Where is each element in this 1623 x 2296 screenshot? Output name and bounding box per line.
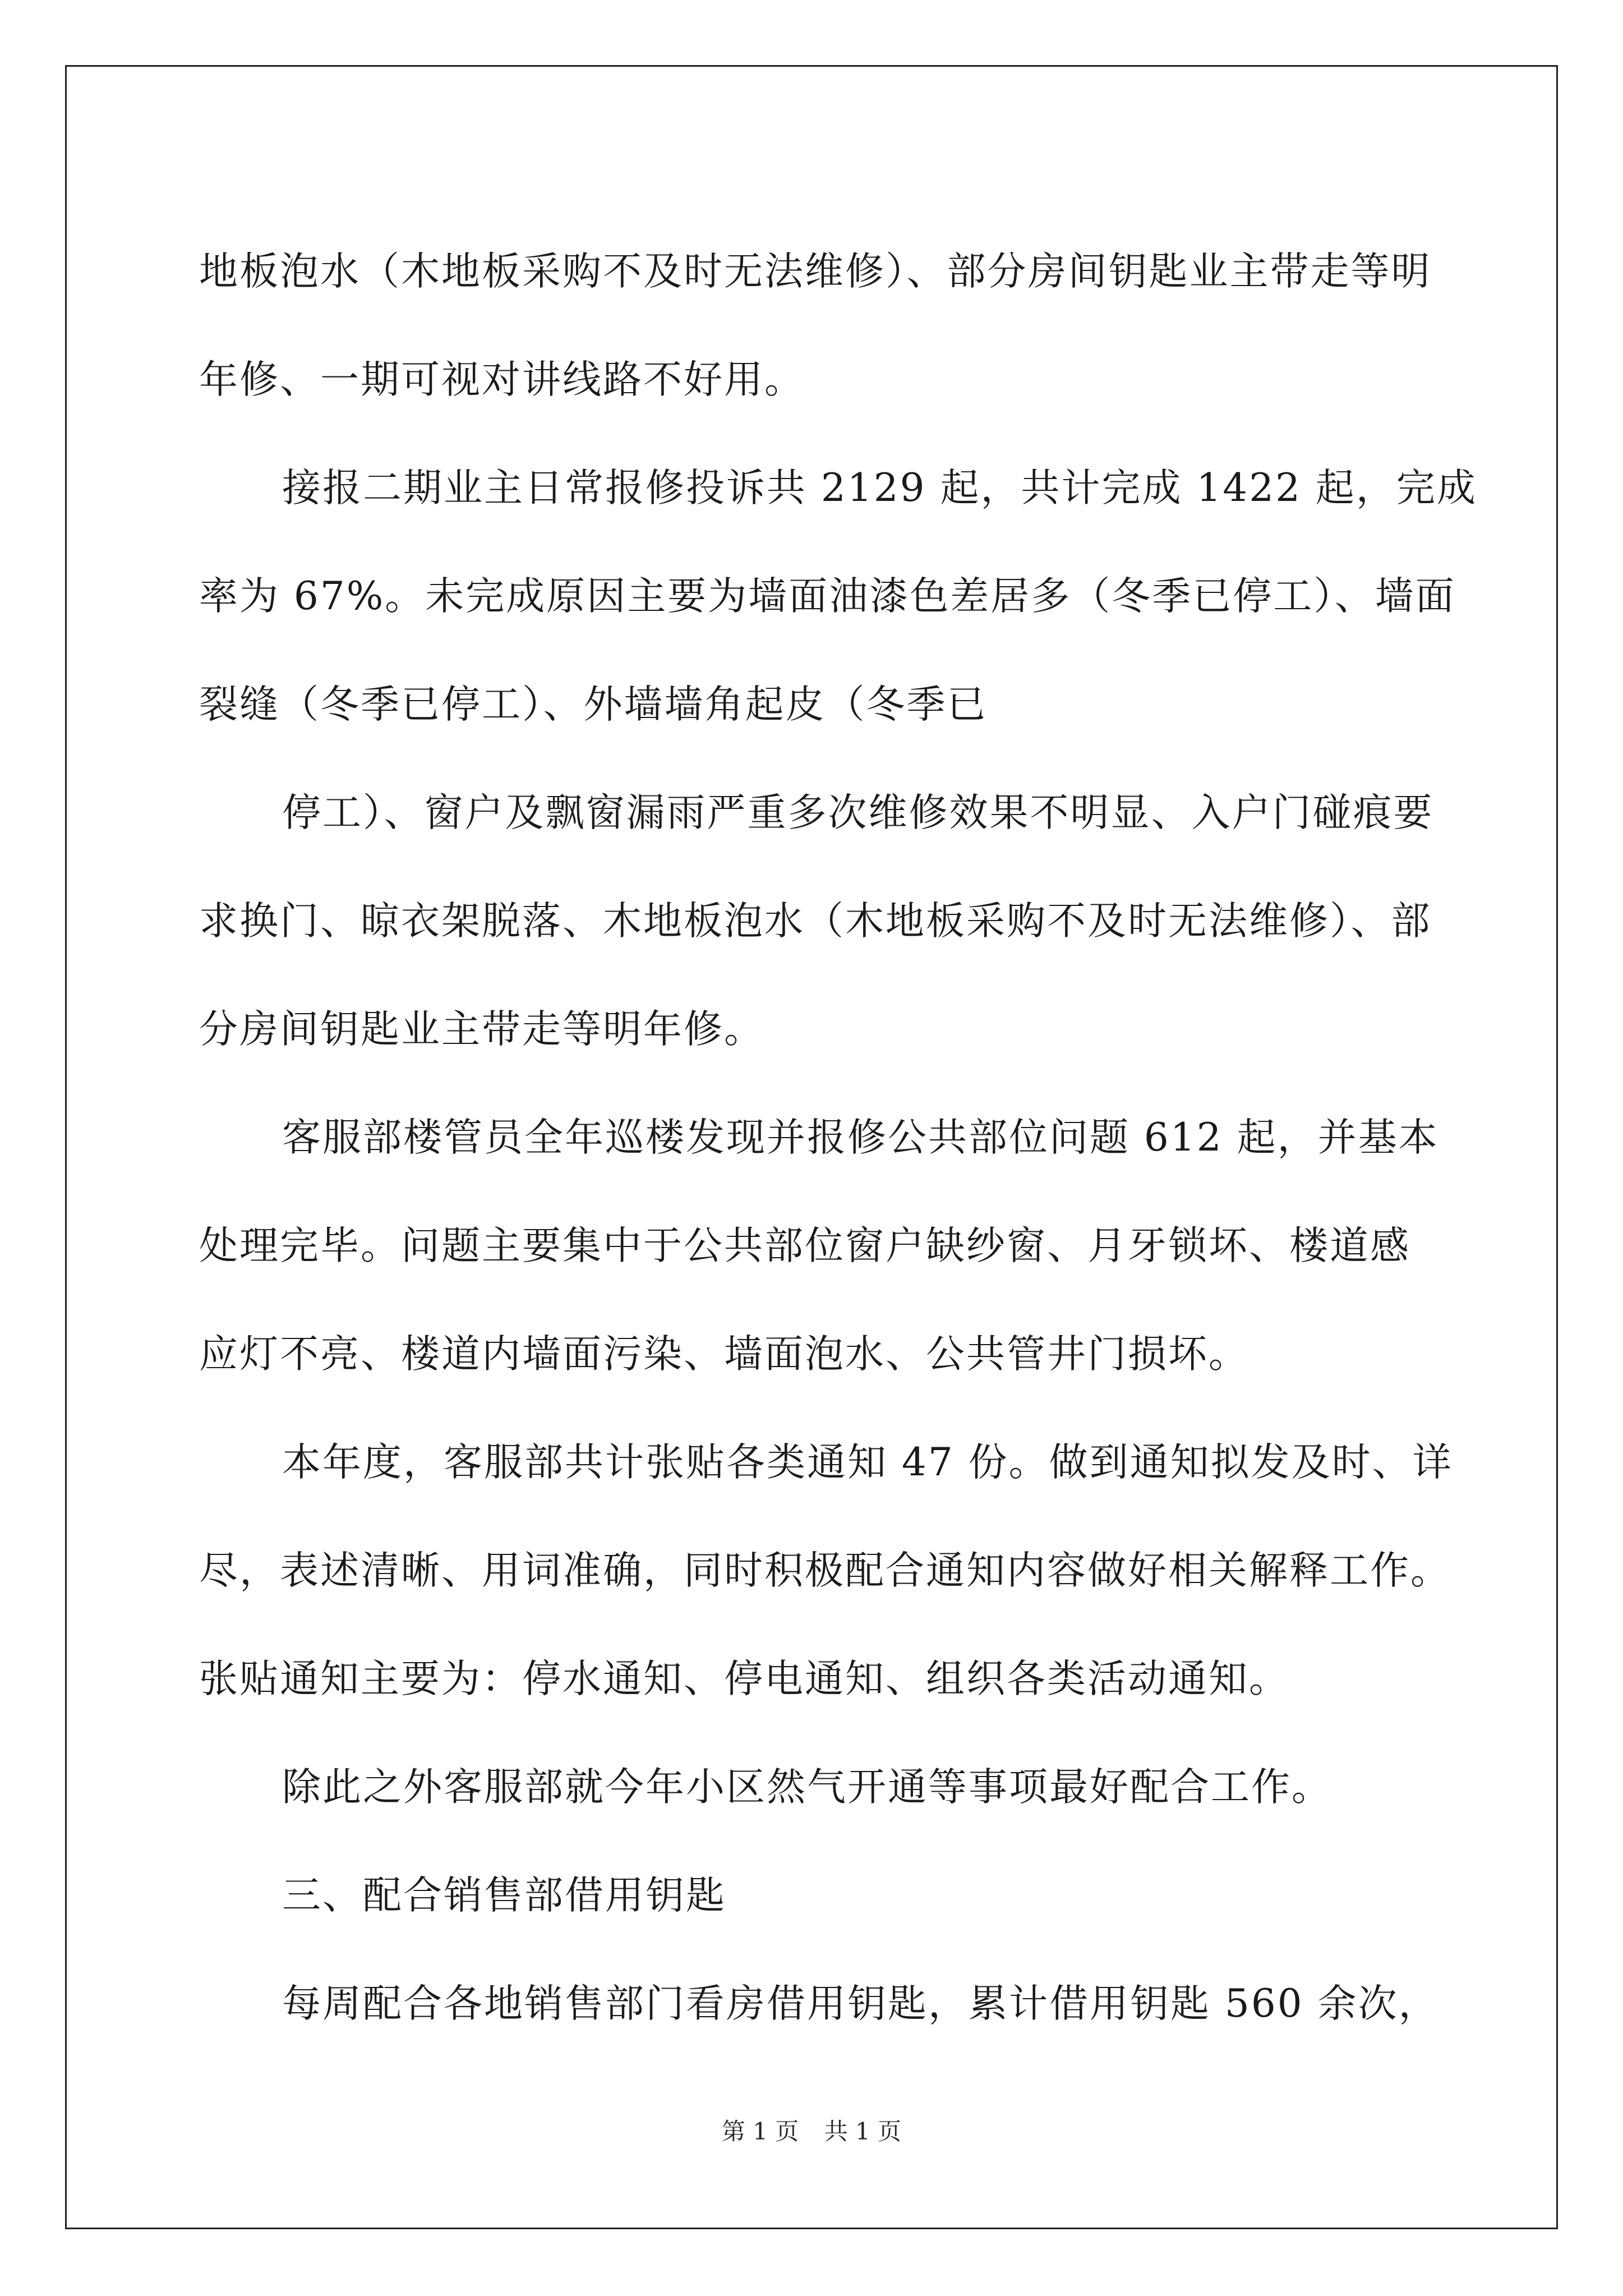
- page-total: 共 1 页: [824, 2118, 902, 2145]
- text-line: 裂缝（冬季已停工）、外墙墙角起皮（冬季已: [199, 682, 988, 727]
- text-line: 求换门、晾衣架脱落、木地板泡水（木地板采购不及时无法维修）、部: [199, 899, 1432, 944]
- section-heading: 三、配合销售部借用钥匙: [282, 1873, 726, 1918]
- text-line: 地板泡水（木地板采购不及时无法维修）、部分房间钥匙业主带走等明: [199, 249, 1432, 294]
- text-line: 处理完毕。问题主要集中于公共部位窗户缺纱窗、月牙锁坏、楼道感: [199, 1223, 1410, 1268]
- text-line: 应灯不亮、楼道内墙面污染、墙面泡水、公共管井门损坏。: [199, 1332, 1249, 1377]
- text-line: 率为 67%。未完成原因主要为墙面油漆色差居多（冬季已停工）、墙面: [199, 574, 1456, 619]
- page-footer: [0, 2118, 1623, 2146]
- page-number: 第 1 页: [721, 2118, 799, 2145]
- text-line: 年修、一期可视对讲线路不好用。: [199, 357, 805, 402]
- document-body: [199, 218, 1477, 2058]
- paragraph-start-line: 客服部楼管员全年巡楼发现并报修公共部位问题 612 起，并基本: [282, 1115, 1439, 1160]
- paragraph-start-line: 除此之外客服部就今年小区然气开通等事项最好配合工作。: [282, 1765, 1332, 1810]
- paragraph-start-line: 接报二期业主日常报修投诉共 2129 起，共计完成 1422 起，完成: [282, 466, 1477, 510]
- paragraph-start-line: 每周配合各地销售部门看房借用钥匙，累计借用钥匙 560 余次，: [282, 1981, 1439, 2026]
- paragraph-start-line: 停工）、窗户及飘窗漏雨严重多次维修效果不明显、入户门碰痕要: [282, 790, 1434, 835]
- text-line: 张贴通知主要为：停水通知、停电通知、组织各类活动通知。: [199, 1657, 1289, 1701]
- text-line: 分房间钥匙业主带走等明年修。: [199, 1007, 764, 1052]
- text-line: 尽，表述清晰、用词准确，同时积极配合通知内容做好相关解释工作。: [199, 1548, 1451, 1593]
- paragraph-start-line: 本年度，客服部共计张贴各类通知 47 份。做到通知拟发及时、详: [282, 1440, 1453, 1485]
